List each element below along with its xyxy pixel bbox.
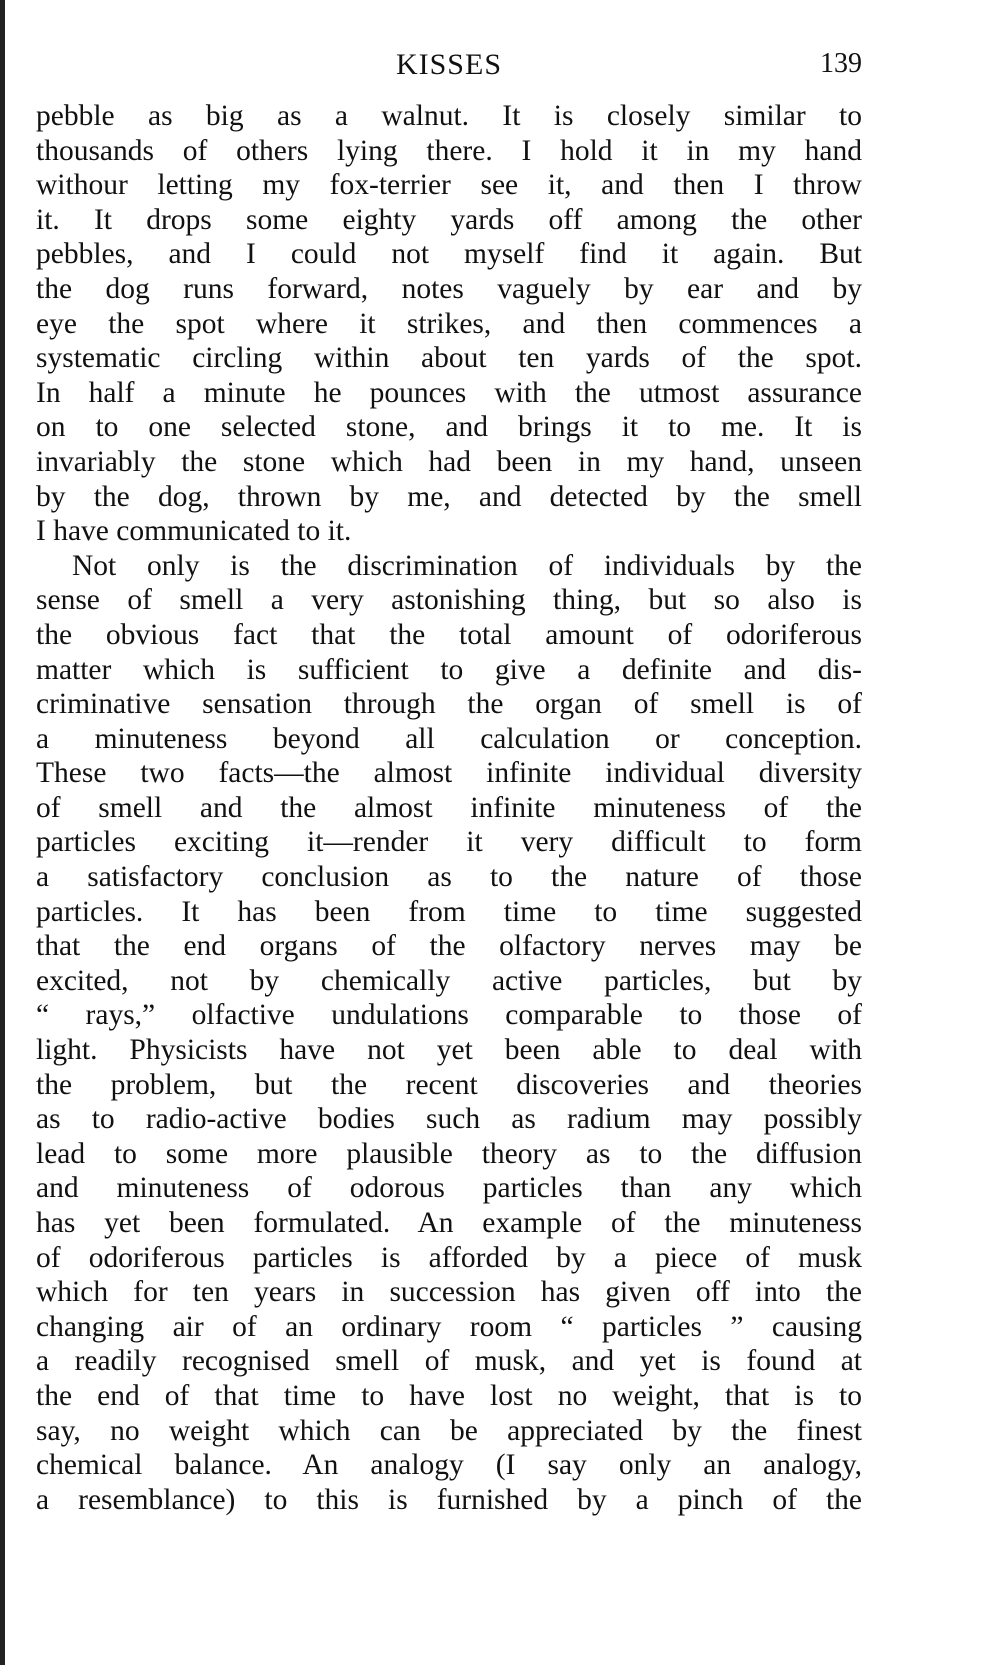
- text-line: eye the spot where it strikes, and then commences a: [36, 307, 862, 340]
- page-body: [36, 99, 862, 1517]
- text-line: on to one selected stone, and brings it to me. It is: [36, 411, 862, 444]
- text-line: the obvious fact that the total amount of odoriferous: [36, 618, 862, 651]
- text-line: the end of that time to have lost no weight, that is to: [36, 1379, 862, 1412]
- text-line: chemical balance. An analogy (I say only an analogy,: [36, 1449, 862, 1482]
- text-line: the dog runs forward, notes vaguely by ear and by: [36, 272, 862, 305]
- text-line: In half a minute he pounces with the utmost assurance: [36, 376, 862, 409]
- text-line: I have communicated to it.: [36, 515, 352, 548]
- text-line: particles. It has been from time to time suggested: [36, 895, 862, 928]
- text-line: it. It drops some eighty yards off among the other: [36, 203, 862, 236]
- text-line: sense of smell a very astonishing thing, but so also is: [36, 584, 862, 617]
- text-line: lead to some more plausible theory as to the diffusion: [36, 1137, 862, 1170]
- text-line: has yet been formulated. An example of the minuteness: [36, 1207, 862, 1239]
- running-title: KISSES: [395, 48, 503, 81]
- text-line: of smell and the almost infinite minuteness of the: [36, 791, 862, 824]
- text-line: “ rays,” olfactive undulations comparable to those of: [36, 999, 862, 1032]
- text-line: light. Physicists have not yet been able to deal with: [36, 1034, 862, 1067]
- page-edge: [0, 0, 5, 1665]
- text-line: of odoriferous particles is afforded by a piece of musk: [36, 1241, 862, 1274]
- text-line: criminative sensation through the organ of smell is of: [36, 688, 862, 721]
- text-line: the problem, but the recent discoveries and theories: [36, 1068, 862, 1101]
- text-line: a satisfactory conclusion as to the nature of those: [36, 861, 862, 894]
- text-line: invariably the stone which had been in my hand, unseen: [36, 445, 862, 478]
- text-line: particles exciting it—render it very difficult to form: [36, 826, 862, 859]
- text-line: changing air of an ordinary room “ particles ” causing: [36, 1310, 862, 1343]
- text-line: by the dog, thrown by me, and detected by the smell: [36, 480, 862, 513]
- text-line: These two facts—the almost infinite individual diversity: [36, 757, 862, 790]
- text-line: pebble as big as a walnut. It is closely similar to: [36, 100, 862, 132]
- text-line: a readily recognised smell of musk, and yet is found at: [36, 1345, 862, 1378]
- running-header: [36, 48, 862, 88]
- text-line: a resemblance) to this is furnished by a pinch of the: [36, 1483, 862, 1516]
- text-line: a minuteness beyond all calculation or conception.: [36, 722, 862, 755]
- text-line: Not only is the discrimination of individuals by the: [72, 549, 862, 582]
- text-line: systematic circling within about ten yards of the spot.: [36, 342, 862, 375]
- text-line: as to radio-active bodies such as radium may possibly: [36, 1103, 862, 1136]
- page-number: 139: [820, 48, 862, 79]
- text-line: that the end organs of the olfactory nerves may be: [36, 930, 862, 963]
- text-line: and minuteness of odorous particles than any which: [36, 1172, 862, 1205]
- text-line: which for ten years in succession has given off into the: [36, 1276, 862, 1309]
- text-line: pebbles, and I could not myself find it again. But: [36, 238, 862, 271]
- text-line: thousands of others lying there. I hold it in my hand: [36, 134, 862, 167]
- text-line: withour letting my fox-terrier see it, and then I throw: [36, 169, 862, 202]
- text-line: excited, not by chemically active particles, but by: [36, 964, 862, 997]
- text-line: say, no weight which can be appreciated by the finest: [36, 1414, 862, 1447]
- text-line: matter which is sufficient to give a definite and dis-: [36, 653, 862, 686]
